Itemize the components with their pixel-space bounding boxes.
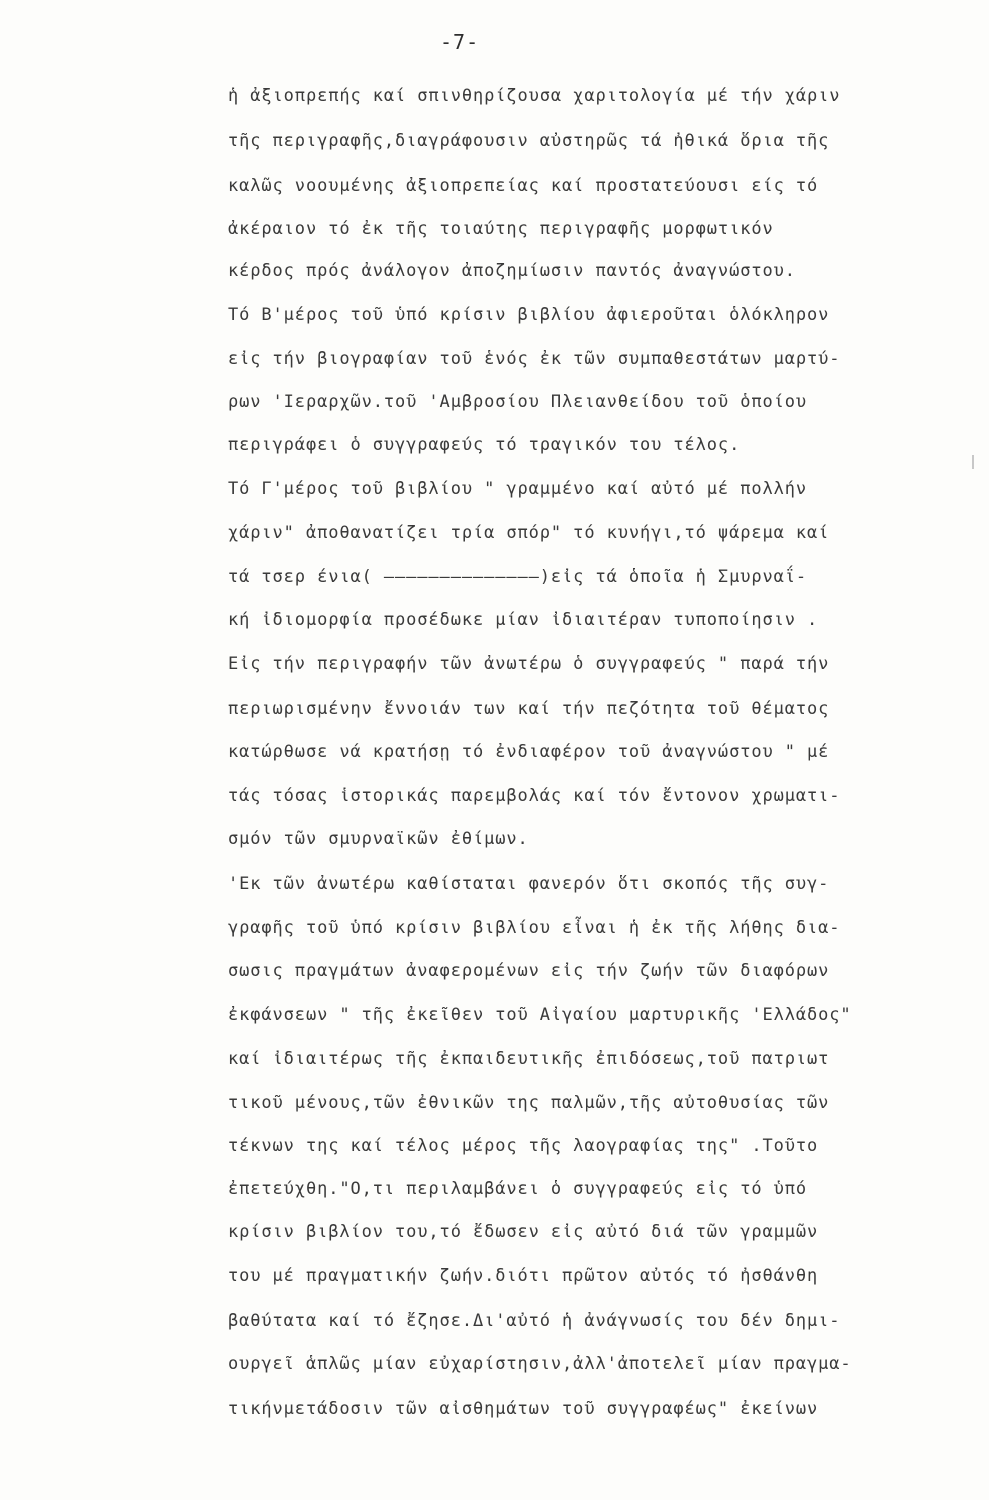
text-line: εἰς τήν βιογραφίαν τοῦ ἑνός ἐκ τῶν συμπαθεστάτων μαρτύ- — [228, 349, 841, 369]
text-line: κρίσιν βιβλίον του,τό ἔδωσεν εἰς αὐτό διά τῶν γραμμῶν — [228, 1222, 819, 1242]
text-line: τέκνων της καί τέλος μέρος τῆς λαογραφίας της" .Τοῦτο — [228, 1136, 819, 1156]
text-line: σμόν τῶν σμυρναϊκῶν ἐθίμων. — [228, 829, 529, 849]
text-line: περιγράφει ὁ συγγραφεύς τό τραγικόν του τέλος. — [228, 435, 741, 455]
text-line: τά τσερ ένια( ——————————————)εἰς τά ὁποῖα ἡ Σμυρναΐ- — [228, 567, 808, 587]
page-number: -7- — [440, 30, 480, 54]
text-line: ουργεῖ ἁπλῶς μίαν εὐχαρίστησιν,ἀλλ'ἀποτελεῖ μίαν πραγμα- — [228, 1354, 852, 1374]
text-line: χάριν" ἀποθανατίζει τρία σπόρ" τό κυνήγι,τό ψάρεμα καί — [228, 523, 830, 543]
text-line: κή ἰδιομορφία προσέδωκε μίαν ἰδιαιτέραν τυποποίησιν . — [228, 610, 819, 630]
text-line: Τό Γ'μέρος τοῦ βιβλίου " γραμμένο καί αὐτό μέ πολλήν — [228, 479, 808, 499]
text-line: Εἰς τήν περιγραφήν τῶν ἀνωτέρω ὁ συγγραφεύς " παρά τήν — [228, 654, 830, 674]
text-line: 'Εκ τῶν ἀνωτέρω καθίσταται φανερόν ὅτι σκοπός τῆς συγ- — [228, 874, 830, 894]
text-line: καί ἰδιαιτέρως τῆς ἐκπαιδευτικῆς ἐπιδόσεως,τοῦ πατριωτ — [228, 1049, 830, 1069]
text-line: κατώρθωσε νά κρατήσῃ τό ἐνδιαφέρον τοῦ ἀναγνώστου " μέ — [228, 742, 830, 762]
text-line: τικήνμετάδοσιν τῶν αἰσθημάτων τοῦ συγγραφέως" ἐκείνων — [228, 1399, 819, 1419]
text-line: περιωρισμένην ἔννοιάν των καί τήν πεζότητα τοῦ θέματος — [228, 699, 830, 719]
text-line: Τό Β'μέρος τοῦ ὑπό κρίσιν βιβλίου ἀφιεροῦται ὁλόκληρον — [228, 305, 830, 325]
text-line: σωσις πραγμάτων ἀναφερομένων εἰς τήν ζωήν τῶν διαφόρων — [228, 961, 830, 981]
text-line: τῆς περιγραφῆς,διαγράφουσιν αὐστηρῶς τά ἠθικά ὅρια τῆς — [228, 131, 830, 151]
text-line: γραφῆς τοῦ ὑπό κρίσιν βιβλίου εἶναι ἡ ἐκ τῆς λήθης δια- — [228, 918, 841, 938]
margin-mark — [972, 455, 974, 469]
text-line: ἡ ἀξιοπρεπής καί σπινθηρίζουσα χαριτολογία μέ τήν χάριν — [228, 86, 841, 106]
text-line: τικοῦ μένους,τῶν ἐθνικῶν της παλμῶν,τῆς αὐτοθυσίας τῶν — [228, 1093, 830, 1113]
text-line: καλῶς νοουμένης ἀξιοπρεπείας καί προστατεύουσι είς τό — [228, 176, 819, 196]
text-line: βαθύτατα καί τό ἔζησε.Δι'αὐτό ἡ ἀνάγνωσίς του δέν δημι- — [228, 1311, 841, 1331]
text-line: τάς τόσας ἱστορικάς παρεμβολάς καί τόν ἔντονον χρωματι- — [228, 786, 841, 806]
text-line: κέρδος πρός ἀνάλογον ἀποζημίωσιν παντός ἀναγνώστου. — [228, 261, 796, 281]
text-line: ρων 'Ιεραρχῶν.τοῦ 'Αμβροσίου Πλειανθείδου τοῦ ὁποίου — [228, 392, 808, 412]
text-line: ἀκέραιον τό ἐκ τῆς τοιαύτης περιγραφῆς μορφωτικόν — [228, 219, 774, 239]
text-line: ἐπετεύχθη."Ο,τι περιλαμβάνει ὁ συγγραφεύς εἰς τό ὑπό — [228, 1179, 808, 1199]
text-line: ἐκφάνσεων " τῆς ἐκεῖθεν τοῦ Αἰγαίου μαρτυρικῆς 'Ελλάδος" — [228, 1005, 852, 1025]
text-line: του μέ πραγματικήν ζωήν.διότι πρῶτον αὐτός τό ἠσθάνθη — [228, 1266, 819, 1286]
